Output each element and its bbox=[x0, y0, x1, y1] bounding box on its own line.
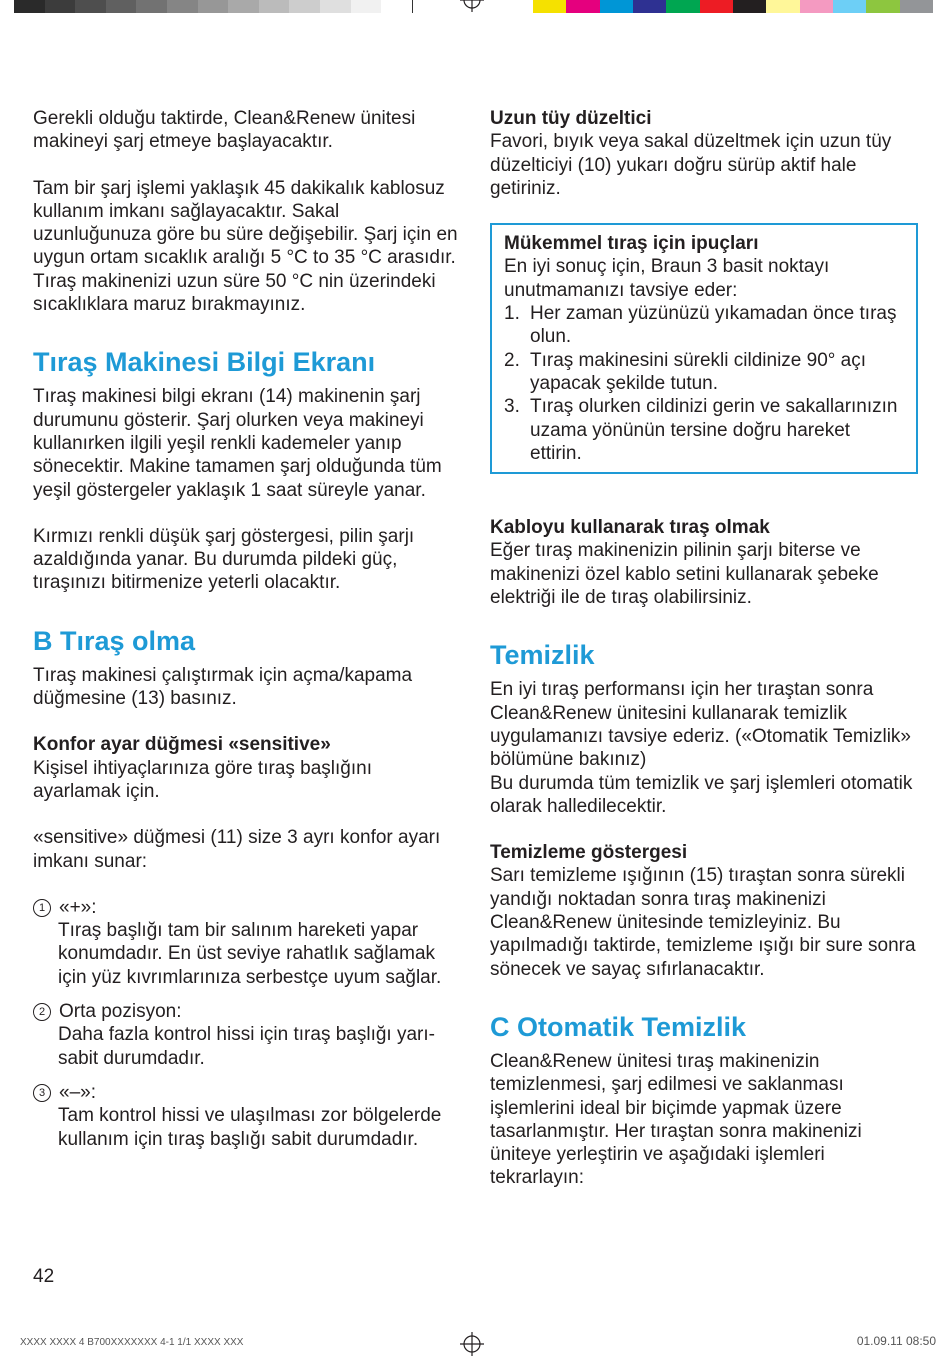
tips-intro: En iyi sonuç için, Braun 3 basit noktayı unutmamanızı tavsiye eder: bbox=[504, 256, 830, 301]
color-swatch-9 bbox=[800, 0, 833, 13]
print-slug-left: XXXX XXXX 4 B700XXXXXXX 4-1 1/1 XXXX XXX bbox=[20, 1337, 244, 1348]
gray-swatch-7 bbox=[198, 0, 229, 13]
subheading-long-hair-trimmer: Uzun tüy düzeltici bbox=[490, 108, 652, 129]
tip-text: Tıraş olurken cildinizi gerin ve sakallarınızın uzama yönünün tersine doğru hareket ettirin. bbox=[530, 396, 898, 464]
paragraph-cleaning-auto: Bu durumda tüm temizlik ve şarj işlemleri otomatik olarak halledilecektir. bbox=[490, 772, 913, 817]
color-calibration-strip bbox=[533, 0, 933, 13]
option-description: Tam kontrol hissi ve ulaşılması zor bölgelerde kullanım için tıraş başlığı sabit durumdadır. bbox=[58, 1105, 442, 1150]
print-slug-timestamp: 01.09.11 08:50 bbox=[856, 1334, 936, 1348]
gray-swatch-1 bbox=[14, 0, 45, 13]
tip-number: 3. bbox=[504, 396, 520, 418]
color-swatch-3 bbox=[600, 0, 633, 13]
subheading-comfort-switch: Konfor ayar düğmesi «sensitive» bbox=[33, 734, 331, 756]
subheading-cable-shaving: Kabloyu kullanarak tıraş olmak bbox=[490, 517, 770, 539]
paragraph-recharge-note: Gerekli olduğu taktirde, Clean&Renew ünitesi makineyi şarj etmeye başlayacaktır. bbox=[33, 108, 416, 153]
option-description: Tıraş başlığı tam bir salınım hareketi yapar konumdadır. En üst seviye rahatlık sağlamak için yüz kıvrımlarınıza serbestçe uyum sağlar. bbox=[58, 920, 442, 988]
paragraph-display-info: Tıraş makinesi bilgi ekranı (14) makinenin şarj durumunu gösterir. Şarj olurken veya makineyi kullanırken ilgili yeşil renkli kademeler yanıp sönecektir. Makine tamamen şarj olduğunda tüm yeşil göstergeler yaklaşık 1 saat süreyle yanar. bbox=[33, 386, 442, 501]
color-swatch-11 bbox=[866, 0, 899, 13]
option-title: «+»: bbox=[59, 896, 97, 918]
page-number: 42 bbox=[33, 1266, 55, 1287]
paragraph-cleaning-indicator: Sarı temizleme ışığının (15) tıraştan sonra sürekli yandığı noktadan sonra tıraş makinenizi Clean&Renew ünitesinde temizleyiniz. Bu yapılmadığı taktirde, temizleme ışığı bir sure sonra sönecek ve sayaç sıfırlanacaktır. bbox=[490, 865, 916, 980]
option-minus bbox=[33, 1081, 458, 1151]
gray-swatch-3 bbox=[75, 0, 106, 13]
gray-swatch-8 bbox=[228, 0, 259, 13]
paragraph-comfort-purpose: Kişisel ihtiyaçlarınıza göre tıraş başlığını ayarlamak için. bbox=[33, 757, 372, 802]
gray-swatch-2 bbox=[45, 0, 76, 13]
option-middle bbox=[33, 1000, 458, 1070]
subheading-cleaning-indicator: Temizleme göstergesi bbox=[490, 842, 688, 864]
gray-swatch-6 bbox=[167, 0, 198, 13]
option-title: Orta pozisyon: bbox=[59, 1001, 182, 1023]
gray-swatch-10 bbox=[289, 0, 320, 13]
heading-info-display: Tıraş Makinesi Bilgi Ekranı bbox=[33, 347, 376, 378]
heading-auto-cleaning: C Otomatik Temizlik bbox=[490, 1011, 747, 1042]
circled-number-3: 3 bbox=[33, 1084, 51, 1102]
paragraph-auto-cleaning: Clean&Renew ünitesi tıraş makinenizin temizlenmesi, şarj edilmesi ve saklanması işlemlerini ideal bir biçimde yapmak üzere tasarlanmıştır. Her tıraştan sonra makinenizi üniteye yerleştirin ve aşağıdaki işlemleri tekrarlayın: bbox=[490, 1050, 862, 1189]
tip-text: Tıraş makinesini sürekli cildinize 90° açı yapacak şekilde tutun. bbox=[530, 349, 866, 394]
color-swatch-7 bbox=[733, 0, 766, 13]
tip-item bbox=[504, 395, 904, 465]
grayscale-calibration-strip bbox=[14, 0, 413, 13]
paragraph-comfort-settings: «sensitive» düğmesi (11) size 3 ayrı konfor ayarı imkanı sunar: bbox=[33, 827, 441, 872]
color-swatch-1 bbox=[533, 0, 566, 13]
color-swatch-5 bbox=[666, 0, 699, 13]
gray-swatch-9 bbox=[259, 0, 290, 13]
gray-swatch-12 bbox=[351, 0, 382, 13]
color-swatch-10 bbox=[833, 0, 866, 13]
tip-number: 1. bbox=[504, 303, 520, 325]
paragraph-trimmer: Favori, bıyık veya sakal düzeltmek için uzun tüy düzelticiyi (10) yukarı doğru sürüp aktif hale getiriniz. bbox=[490, 131, 892, 199]
gray-swatch-11 bbox=[320, 0, 351, 13]
gray-swatch-4 bbox=[106, 0, 137, 13]
circled-number-2: 2 bbox=[33, 1003, 51, 1021]
color-swatch-6 bbox=[700, 0, 733, 13]
color-swatch-4 bbox=[633, 0, 666, 13]
color-swatch-12 bbox=[900, 0, 933, 13]
heading-cleaning: Temizlik bbox=[490, 640, 595, 671]
paragraph-cleaning: En iyi tıraş performansı için her tıraştan sonra Clean&Renew ünitesini kullanarak temizlik uygulamanızı tavsiye ederiz. («Otomatik Temizlik» bölümüne bakınız) bbox=[490, 679, 911, 771]
paragraph-cable-shaving: Eğer tıraş makinenizin pilinin şarjı biterse ve makinenizi özel kablo setini kullanarak şebeke elektriği ile de tıraş olabilirsiniz. bbox=[490, 540, 879, 609]
tip-item bbox=[504, 302, 904, 349]
registration-mark-bottom bbox=[460, 1332, 484, 1356]
tip-number: 2. bbox=[504, 349, 520, 371]
left-column bbox=[33, 107, 458, 1151]
heading-shaving: B Tıraş olma bbox=[33, 625, 196, 656]
option-plus bbox=[33, 896, 458, 989]
tip-item bbox=[504, 349, 904, 396]
option-description: Daha fazla kontrol hissi için tıraş başlığı yarı-sabit durumdadır. bbox=[58, 1024, 435, 1069]
color-swatch-2 bbox=[566, 0, 599, 13]
right-column bbox=[490, 107, 918, 1190]
paragraph-switch-on: Tıraş makinesi çalıştırmak için açma/kapama düğmesine (13) basınız. bbox=[33, 664, 413, 710]
tip-text: Her zaman yüzünüzü yıkamadan önce tıraş olun. bbox=[530, 303, 897, 348]
gray-swatch-5 bbox=[136, 0, 167, 13]
registration-mark-top bbox=[460, 0, 484, 12]
tips-title: Mükemmel tıraş için ipuçları bbox=[504, 233, 759, 255]
paragraph-charge-duration: Tam bir şarj işlemi yaklaşık 45 dakikalık kablosuz kullanım imkanı sağlayacaktır. Sakal uzunluğunuza göre bu süre değişebilir. Şarj için en uygun ortam sıcaklık aralığı 5 °C to 35 °C arasıdır. Tıraş makinenizi uzun süre 50 °C nin üzerindeki sıcaklıklara maruz bırakmayınız. bbox=[33, 177, 458, 316]
tips-box bbox=[490, 223, 918, 474]
gray-swatch-13 bbox=[381, 0, 412, 13]
tips-list bbox=[504, 302, 904, 465]
paragraph-low-charge: Kırmızı renkli düşük şarj göstergesi, pilin şarjı azaldığında yanar. Bu durumda pildeki güç, tıraşınızı bitirmenize yeterli olacaktır. bbox=[33, 525, 415, 594]
color-swatch-8 bbox=[766, 0, 799, 13]
option-title: «–»: bbox=[59, 1081, 96, 1103]
circled-number-1: 1 bbox=[33, 899, 51, 917]
